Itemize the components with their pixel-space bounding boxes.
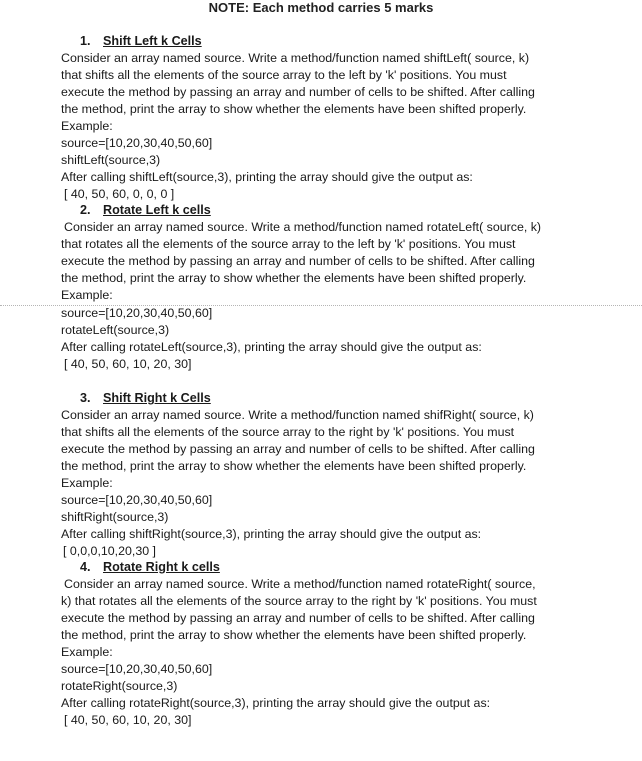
code-call: rotateRight(source,3) [61, 679, 178, 693]
section-title: Rotate Left k cells [103, 203, 211, 217]
code-source: source=[10,20,30,40,50,60] [61, 493, 213, 507]
section-title: Shift Left k Cells [103, 34, 202, 48]
section-rotate-right [61, 559, 561, 729]
code-call: rotateLeft(source,3) [61, 323, 170, 337]
body-line: execute the method by passing an array and number of cells to be shifted. After calling [61, 254, 535, 268]
code-source: source=[10,20,30,40,50,60] [61, 662, 213, 676]
code-call: shiftRight(source,3) [61, 510, 169, 524]
example-label: Example: [61, 645, 113, 659]
example-label: Example: [61, 119, 113, 133]
section-title: Rotate Right k cells [103, 560, 220, 574]
section-heading [61, 390, 561, 407]
code-source: source=[10,20,30,40,50,60] [61, 306, 213, 320]
output-description: After calling shiftRight(source,3), printing the array should give the output as: [61, 527, 482, 541]
section-heading [61, 33, 561, 50]
body-line: the method, print the array to show whether the elements have been shifted properly. [61, 628, 527, 642]
section-heading [61, 559, 561, 576]
section-number: 2. [80, 203, 91, 217]
body-line: execute the method by passing an array and number of cells to be shifted. After calling [61, 611, 535, 625]
body-line: Consider an array named source. Write a method/function named shiftLeft( source, k) [61, 51, 530, 65]
output-array: [ 40, 50, 60, 0, 0, 0 ] [64, 187, 175, 201]
body-line: Consider an array named source. Write a method/function named rotateRight( source, [64, 577, 536, 591]
body-line: that shifts all the elements of the source array to the left by 'k' positions. You must [61, 68, 507, 82]
code-call: shiftLeft(source,3) [61, 153, 161, 167]
section-number: 4. [80, 560, 91, 574]
output-array: [ 0,0,0,10,20,30 ] [63, 544, 157, 558]
output-array: [ 40, 50, 60, 10, 20, 30] [64, 713, 192, 727]
section-number: 1. [80, 34, 91, 48]
section-shift-left [61, 33, 561, 203]
body-line: that shifts all the elements of the source array to the right by 'k' positions. You must [61, 425, 515, 439]
section-rotate-left [61, 202, 561, 304]
section-rotate-left-continued [61, 305, 561, 373]
body-line: execute the method by passing an array and number of cells to be shifted. After calling [61, 442, 535, 456]
example-label: Example: [61, 476, 113, 490]
section-title: Shift Right k Cells [103, 391, 211, 405]
code-source: source=[10,20,30,40,50,60] [61, 136, 213, 150]
body-line: that rotates all the elements of the source array to the left by 'k' positions. You must [61, 237, 516, 251]
body-line: Consider an array named source. Write a method/function named rotateLeft( source, k) [64, 220, 542, 234]
body-line: the method, print the array to show whether the elements have been shifted properly. [61, 102, 527, 116]
note-heading: NOTE: Each method carries 5 marks [208, 0, 434, 15]
body-line: execute the method by passing an array and number of cells to be shifted. After calling [61, 85, 535, 99]
body-line: k) that rotates all the elements of the source array to the right by 'k' positions. You must [61, 594, 537, 608]
output-array: [ 40, 50, 60, 10, 20, 30] [64, 357, 192, 371]
body-line: the method, print the array to show whether the elements have been shifted properly. [61, 459, 527, 473]
section-number: 3. [80, 391, 91, 405]
output-description: After calling rotateLeft(source,3), printing the array should give the output as: [61, 340, 482, 354]
section-shift-right [61, 390, 561, 560]
output-description: After calling rotateRight(source,3), printing the array should give the output as: [61, 696, 491, 710]
section-heading [61, 202, 561, 219]
output-description: After calling shiftLeft(source,3), printing the array should give the output as: [61, 170, 473, 184]
example-label: Example: [61, 288, 113, 302]
body-line: Consider an array named source. Write a method/function named shifRight( source, k) [61, 408, 534, 422]
body-line: the method, print the array to show whether the elements have been shifted properly. [61, 271, 527, 285]
